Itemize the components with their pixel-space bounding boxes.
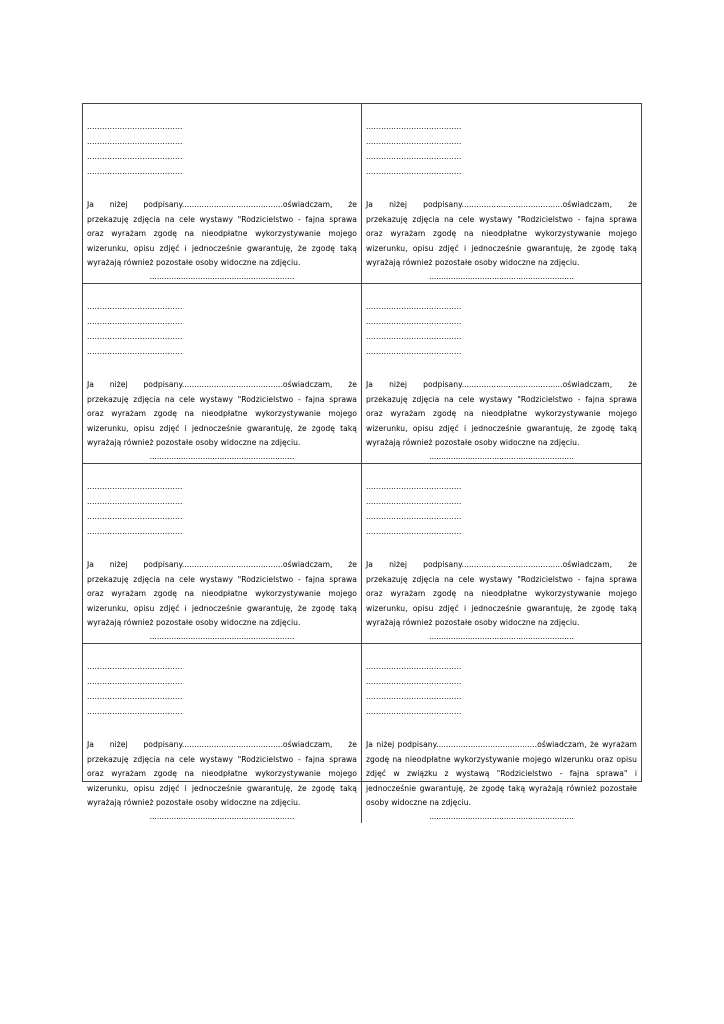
blank-line: ...................................... (87, 316, 183, 326)
consent-statement: Ja niżej podpisany.........................................oświadczam, że wyrażam zgodę na nieodpłatne wykorzystywanie mojego wizerunku oraz opisu zdjęć w związku z wystawą "Rodzicielstwo - fajna sprawa" i jednocześnie gwarantuję, że zgodę taką wyrażają również pozostałe osoby widoczne na zdjęciu. (366, 739, 637, 808)
consent-card (83, 284, 362, 464)
signature-line: ............................................................ (429, 811, 574, 821)
signature-line: ............................................................ (429, 631, 574, 641)
blank-line: ...................................... (87, 676, 183, 686)
blank-line: ...................................... (366, 706, 462, 716)
consent-card (83, 644, 362, 823)
blank-line: ...................................... (366, 301, 462, 311)
consent-statement: Ja niżej podpisany.........................................oświadczam, że przekazuję zdjęcia na cele wystawy "Rodzicielstwo - fajna sprawa oraz wyrażam zgodę na nieodpłatne wykorzystywanie mojego wizerunku, opisu zdjęć i jednocześnie gwarantuję, że zgodę taką wyrażają również pozostałe osoby widoczne na zdjęciu. (366, 379, 637, 448)
blank-line: ...................................... (87, 137, 183, 146)
consent-statement: Ja niżej podpisany.........................................oświadczam, że przekazuję zdjęcia na cele wystawy "Rodzicielstwo - fajna sprawa oraz wyrażam zgodę na nieodpłatne wykorzystywanie mojego wizerunku, opisu zdjęć i jednocześnie gwarantuję, że zgodę taką wyrażają również pozostałe osoby widoczne na zdjęciu. (366, 559, 637, 628)
blank-line: ...................................... (366, 346, 462, 356)
blank-line: ...................................... (366, 167, 462, 176)
signature-line: ............................................................ (429, 451, 574, 461)
blank-line: ...................................... (366, 526, 462, 536)
blank-line: ...................................... (87, 301, 183, 311)
signature-line: ............................................................ (149, 811, 295, 821)
blank-line: ...................................... (87, 331, 183, 341)
blank-line: ...................................... (87, 706, 183, 716)
blank-line: ...................................... (366, 137, 462, 146)
blank-line: ...................................... (87, 152, 183, 161)
signature-line: ............................................................ (149, 271, 295, 281)
signature-line: ............................................................ (149, 631, 295, 641)
blank-line: ...................................... (366, 691, 462, 701)
blank-line: ...................................... (366, 331, 462, 341)
consent-statement: Ja niżej podpisany.........................................oświadczam, że przekazuję zdjęcia na cele wystawy "Rodzicielstwo - fajna sprawa oraz wyrażam zgodę na nieodpłatne wykorzystywanie mojego wizerunku, opisu zdjęć i jednocześnie gwarantuję, że zgodę taką wyrażają również pozostałe osoby widoczne na zdjęciu. (87, 559, 357, 628)
consent-form-grid (82, 103, 642, 821)
blank-line: ...................................... (87, 481, 183, 491)
signature-line: ............................................................ (149, 451, 295, 461)
blank-line: ...................................... (366, 122, 462, 131)
blank-line: ...................................... (366, 316, 462, 326)
consent-card (362, 284, 641, 464)
consent-card (83, 104, 362, 284)
blank-line: ...................................... (87, 496, 183, 506)
consent-card (362, 464, 641, 644)
blank-line: ...................................... (366, 676, 462, 686)
consent-statement: Ja niżej podpisany.........................................oświadczam, że przekazuję zdjęcia na cele wystawy "Rodzicielstwo - fajna sprawa oraz wyrażam zgodę na nieodpłatne wykorzystywanie mojego wizerunku, opisu zdjęć i jednocześnie gwarantuję, że zgodę taką wyrażają również pozostałe osoby widoczne na zdjęciu. (366, 200, 637, 268)
blank-line: ...................................... (87, 691, 183, 701)
blank-line: ...................................... (366, 152, 462, 161)
consent-statement: Ja niżej podpisany.........................................oświadczam, że przekazuję zdjęcia na cele wystawy "Rodzicielstwo - fajna sprawa oraz wyrażam zgodę na nieodpłatne wykorzystywanie mojego wizerunku, opisu zdjęć i jednocześnie gwarantuję, że zgodę taką wyrażają również pozostałe osoby widoczne na zdjęciu. (87, 739, 357, 808)
blank-line: ...................................... (87, 661, 183, 671)
blank-line: ...................................... (366, 511, 462, 521)
blank-line: ...................................... (366, 661, 462, 671)
consent-card (83, 464, 362, 644)
blank-line: ...................................... (87, 122, 183, 131)
consent-card (362, 644, 641, 823)
consent-statement: Ja niżej podpisany.........................................oświadczam, że przekazuję zdjęcia na cele wystawy "Rodzicielstwo - fajna sprawa oraz wyrażam zgodę na nieodpłatne wykorzystywanie mojego wizerunku, opisu zdjęć i jednocześnie gwarantuję, że zgodę taką wyrażają również pozostałe osoby widoczne na zdjęciu. (87, 379, 357, 448)
consent-card (362, 104, 641, 284)
blank-line: ...................................... (366, 481, 462, 491)
signature-line: ............................................................ (429, 271, 574, 281)
consent-statement: Ja niżej podpisany.........................................oświadczam, że przekazuję zdjęcia na cele wystawy "Rodzicielstwo - fajna sprawa oraz wyrażam zgodę na nieodpłatne wykorzystywanie mojego wizerunku, opisu zdjęć i jednocześnie gwarantuję, że zgodę taką wyrażają również pozostałe osoby widoczne na zdjęciu. (87, 200, 357, 268)
blank-line: ...................................... (366, 496, 462, 506)
blank-line: ...................................... (87, 526, 183, 536)
blank-line: ...................................... (87, 167, 183, 176)
blank-line: ...................................... (87, 511, 183, 521)
blank-line: ...................................... (87, 346, 183, 356)
